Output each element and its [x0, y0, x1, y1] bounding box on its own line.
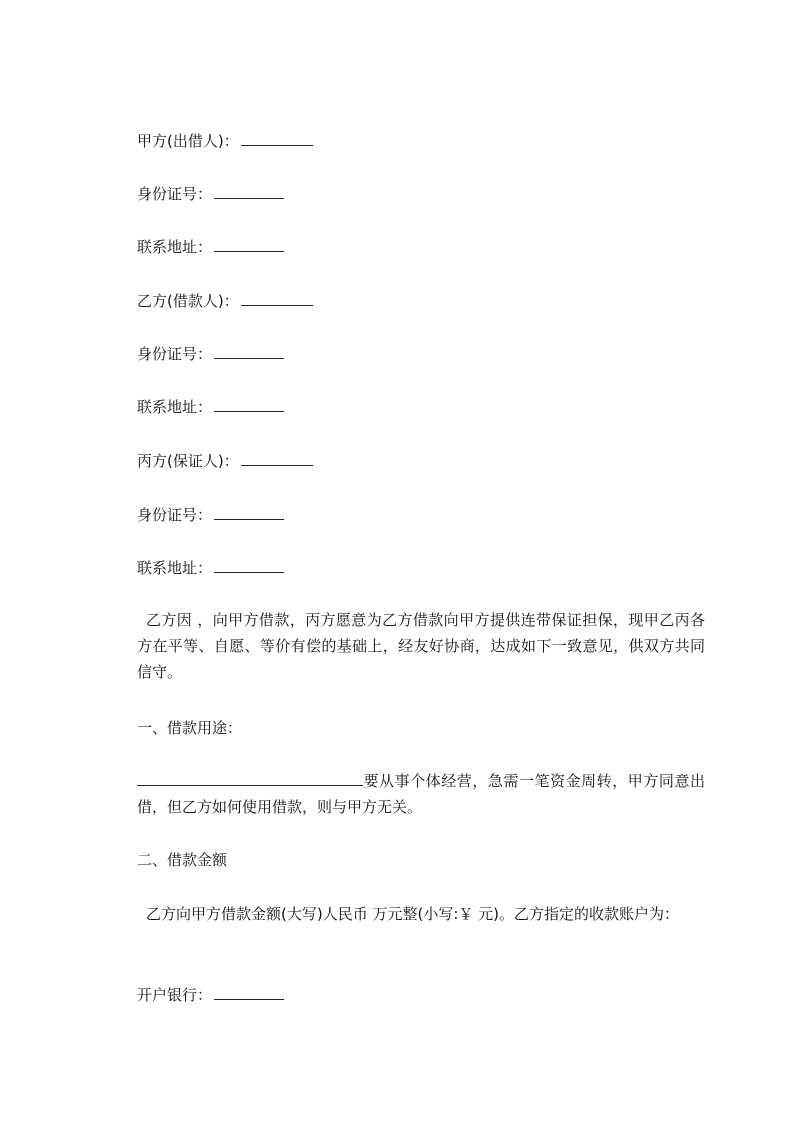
borrower-id-blank [214, 344, 284, 359]
lender-id-blank [214, 184, 284, 199]
bank-line [137, 985, 284, 1005]
guarantor-address-line [137, 558, 284, 578]
guarantor-name-line [137, 451, 313, 471]
lender-name-line [137, 131, 313, 151]
guarantor-name-blank [241, 451, 313, 466]
guarantor-address-label: 联系地址： [137, 559, 213, 577]
lender-id-label: 身份证号： [137, 185, 213, 203]
guarantor-id-label: 身份证号： [137, 506, 213, 524]
borrower-id-line [137, 344, 284, 364]
guarantor-id-blank [214, 505, 284, 520]
borrower-id-label: 身份证号： [137, 345, 213, 363]
lender-name-blank [241, 131, 313, 146]
section2-title: 二、借款金额 [137, 851, 228, 869]
section2-paragraph: 乙方向甲方借款金额(大写)人民币 万元整(小写:￥ 元)。乙方指定的收款账户为： [146, 905, 680, 923]
lender-name-label: 甲方(出借人)： [137, 132, 239, 150]
purpose-blank [137, 771, 363, 786]
borrower-name-blank [241, 291, 313, 306]
guarantor-id-line [137, 505, 284, 525]
lender-id-line [137, 184, 284, 204]
lender-address-line [137, 237, 284, 257]
bank-label: 开户银行： [137, 986, 213, 1004]
borrower-name-label: 乙方(借款人)： [137, 292, 239, 310]
section1-title: 一、借款用途： [137, 719, 243, 737]
lender-address-label: 联系地址： [137, 238, 213, 256]
borrower-address-label: 联系地址： [137, 398, 213, 416]
intro-paragraph: 乙方因 ，向甲方借款，丙方愿意为乙方借款向甲方提供连带保证担保，现甲乙丙各方在平等、自愿、等价有偿的基础上，经友好协商，达成如下一致意见，供双方共同信守。 [137, 611, 705, 681]
lender-address-blank [214, 237, 284, 252]
bank-blank [214, 985, 284, 1000]
borrower-name-line [137, 291, 313, 311]
guarantor-name-label: 丙方(保证人)： [137, 452, 239, 470]
section1-paragraph [137, 768, 705, 820]
guarantor-address-blank [214, 558, 284, 573]
section1-text: 要从事个体经营，急需一笔资金周转，甲方同意出借，但乙方如何使用借款，则与甲方无关。 [137, 772, 705, 816]
borrower-address-line [137, 397, 284, 417]
borrower-address-blank [214, 397, 284, 412]
